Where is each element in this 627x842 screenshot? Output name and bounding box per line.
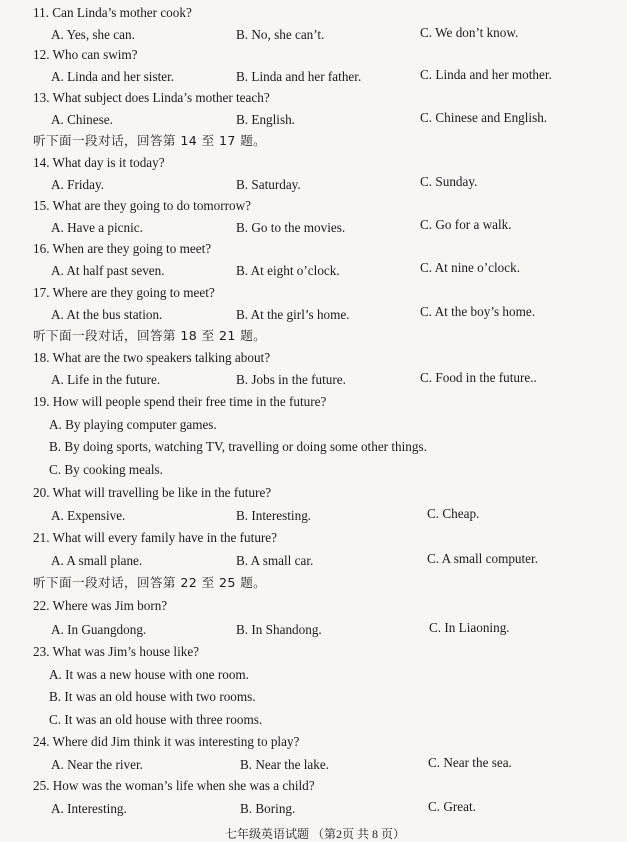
q22-option-c: C. In Liaoning. <box>429 620 510 635</box>
q24-option-b: B. Near the lake. <box>240 757 329 772</box>
question-12: 12. Who can swim? <box>33 47 138 62</box>
q20-option-a: A. Expensive. <box>51 508 126 523</box>
q16-option-b: B. At eight o’clock. <box>236 263 340 278</box>
q17-option-c: C. At the boy’s home. <box>420 304 536 319</box>
q25-option-a: A. Interesting. <box>51 801 127 816</box>
q21-option-a: A. A small plane. <box>51 553 143 568</box>
q14-option-b: B. Saturday. <box>236 177 301 192</box>
question-19: 19. How will people spend their free time in the future? <box>33 394 327 409</box>
question-20: 20. What will travelling be like in the future? <box>33 485 272 500</box>
q11-option-b: B. No, she can’t. <box>236 27 325 42</box>
question-18: 18. What are the two speakers talking about? <box>33 350 271 365</box>
q23-option-b: B. It was an old house with two rooms. <box>49 689 256 704</box>
q16-option-c: C. At nine o’clock. <box>420 260 520 275</box>
q15-option-a: A. Have a picnic. <box>51 220 143 235</box>
q19-option-c: C. By cooking meals. <box>49 462 163 477</box>
q25-option-b: B. Boring. <box>240 801 296 816</box>
q11-option-c: C. We don’t know. <box>420 25 519 40</box>
q19-option-a: A. By playing computer games. <box>49 417 217 432</box>
section-instruction-3: 听下面一段对话，回答第 22 至 25 题。 <box>33 575 267 590</box>
q17-option-a: A. At the bus station. <box>51 307 163 322</box>
q15-option-b: B. Go to the movies. <box>236 220 346 235</box>
question-23: 23. What was Jim’s house like? <box>33 644 200 659</box>
q18-option-b: B. Jobs in the future. <box>236 372 346 387</box>
q20-option-b: B. Interesting. <box>236 508 312 523</box>
page-footer: 七年级英语试题 （第2页 共 8 页） <box>225 827 406 841</box>
question-11: 11. Can Linda’s mother cook? <box>33 5 192 20</box>
q16-option-a: A. At half past seven. <box>51 263 165 278</box>
q18-option-c: C. Food in the future.. <box>420 370 537 385</box>
q13-option-c: C. Chinese and English. <box>420 110 548 125</box>
q21-option-c: C. A small computer. <box>427 551 538 566</box>
question-15: 15. What are they going to do tomorrow? <box>33 198 252 213</box>
q12-option-a: A. Linda and her sister. <box>51 69 175 84</box>
q13-option-a: A. Chinese. <box>51 112 113 127</box>
q14-option-a: A. Friday. <box>51 177 104 192</box>
q19-option-b: B. By doing sports, watching TV, travelling or doing some other things. <box>49 439 427 454</box>
q18-option-a: A. Life in the future. <box>51 372 161 387</box>
question-25: 25. How was the woman’s life when she was a child? <box>33 778 315 793</box>
q11-option-a: A. Yes, she can. <box>51 27 135 42</box>
question-22: 22. Where was Jim born? <box>33 598 168 613</box>
q24-option-a: A. Near the river. <box>51 757 143 772</box>
q22-option-b: B. In Shandong. <box>236 622 322 637</box>
section-instruction-2: 听下面一段对话，回答第 18 至 21 题。 <box>33 328 267 343</box>
question-14: 14. What day is it today? <box>33 155 165 170</box>
q23-option-c: C. It was an old house with three rooms. <box>49 712 263 727</box>
section-instruction-1: 听下面一段对话，回答第 14 至 17 题。 <box>33 133 267 148</box>
q14-option-c: C. Sunday. <box>420 174 478 189</box>
question-16: 16. When are they going to meet? <box>33 241 212 256</box>
q22-option-a: A. In Guangdong. <box>51 622 147 637</box>
q20-option-c: C. Cheap. <box>427 506 480 521</box>
q24-option-c: C. Near the sea. <box>428 755 512 770</box>
q25-option-c: C. Great. <box>428 799 476 814</box>
q15-option-c: C. Go for a walk. <box>420 217 512 232</box>
q21-option-b: B. A small car. <box>236 553 314 568</box>
q12-option-b: B. Linda and her father. <box>236 69 362 84</box>
question-24: 24. Where did Jim think it was interesting to play? <box>33 734 300 749</box>
question-13: 13. What subject does Linda’s mother teach? <box>33 90 270 105</box>
q23-option-a: A. It was a new house with one room. <box>49 667 249 682</box>
q17-option-b: B. At the girl’s home. <box>236 307 350 322</box>
question-17: 17. Where are they going to meet? <box>33 285 215 300</box>
q12-option-c: C. Linda and her mother. <box>420 67 552 82</box>
q13-option-b: B. English. <box>236 112 295 127</box>
question-21: 21. What will every family have in the future? <box>33 530 278 545</box>
